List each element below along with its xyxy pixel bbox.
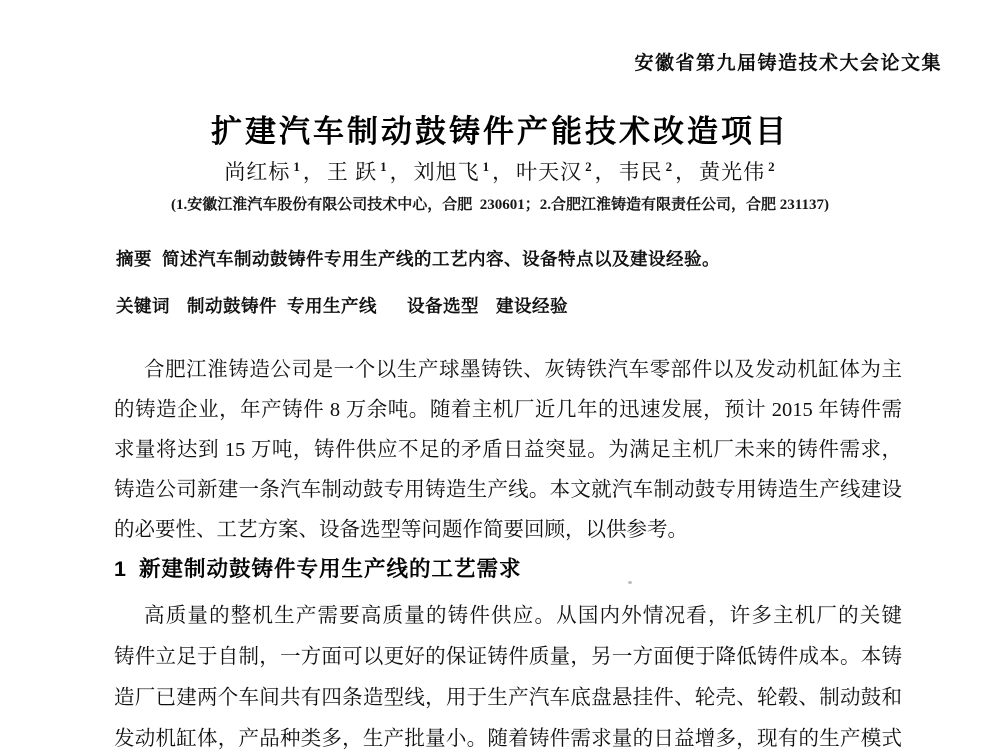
author-name: 刘旭飞 $^1$ [413,159,491,184]
author-separator: ， [492,160,515,184]
abstract-label: 摘要 [116,249,152,269]
abstract-line [116,246,906,271]
proceedings-header: 安徽省第九届铸造技术大会论文集 [634,53,942,74]
paragraph-line: 求量将达到 15 万吨，铸件供应不足的矛盾日益突显。为满足主机厂未来的铸件需求， [114,439,902,461]
authors-line [0,156,1000,186]
author-name: 叶天汉 $^2$ [516,159,593,184]
section-1-heading [114,552,521,583]
keyword-term: 制动鼓铸件 [187,296,277,316]
section-1-number: 1 [114,557,127,581]
author-superscript: 2 [585,159,593,174]
paragraph-line: 造厂已建两个车间共有四条造型线，用于生产汽车底盘悬挂件、轮壳、轮毂、制动鼓和 [114,687,902,709]
keyword-term: 专用生产线 [287,296,377,316]
paragraph-line: 合肥江淮铸造公司是一个以生产球墨铸铁、灰铸铁汽车零部件以及发动机缸体为主 [144,359,902,381]
author-name: 黄光伟 $^2$ [699,159,776,184]
section-1-title: 新建制动鼓铸件专用生产线的工艺需求 [138,557,522,581]
paragraph-line: 铸件立足于自制，一方面可以更好的保证铸件质量，另一方面便于降低铸件成本。本铸 [114,646,902,668]
paragraph-line: 发动机缸体，产品种类多，生产批量小。随着铸件需求量的日益增多，现有的生产模式 [114,728,902,750]
paragraph-line: 的必要性、工艺方案、设备选型等问题作简要回顾，以供参考。 [114,519,688,541]
author-superscript: 1 [482,159,491,174]
keywords-line [116,293,906,318]
author-name: 尚红标 $^1$ [224,159,301,184]
scan-artifact-dot [628,581,632,584]
author-superscript: 2 [665,159,674,174]
body-paragraph-2 [114,596,902,752]
author-separator: ， [389,160,412,184]
paragraph-line: 铸造公司新建一条汽车制动鼓专用铸造生产线。本文就汽车制动鼓专用铸造生产线建设 [114,479,902,501]
keywords-terms [170,296,568,316]
author-superscript: 1 [293,159,301,174]
affiliation-line: (1.安徽江淮汽车股份有限公司技术中心，合肥 230601；2.合肥江淮铸造有限责任公司，合肥 231137) [171,197,829,213]
author-separator: ， [594,160,617,184]
author-name: 王 跃 $^1$ [326,159,388,184]
keyword-term: 设备选型 [407,296,479,316]
paragraph-line: 高质量的整机生产需要高质量的铸件供应。从国内外情况看，许多主机厂的关键 [144,605,902,627]
author-separator: ， [302,160,325,184]
abstract-text: 简述汽车制动鼓铸件专用生产线的工艺内容、设备特点以及建设经验。 [162,249,720,269]
author-superscript: 1 [380,159,388,174]
keywords-label: 关键词 [116,296,170,316]
body-paragraph-1 [114,350,902,550]
author-superscript: 2 [768,159,776,174]
keyword-term: 建设经验 [496,296,568,316]
author-separator: ， [675,160,698,184]
paper-title: 扩建汽车制动鼓铸件产能技术改造项目 [211,114,789,149]
paragraph-line: 的铸造企业，年产铸件 8 万余吨。随着主机厂近几年的迅速发展，预计 2015 年铸件需 [114,399,902,421]
author-name: 韦民 $^2$ [618,159,674,184]
